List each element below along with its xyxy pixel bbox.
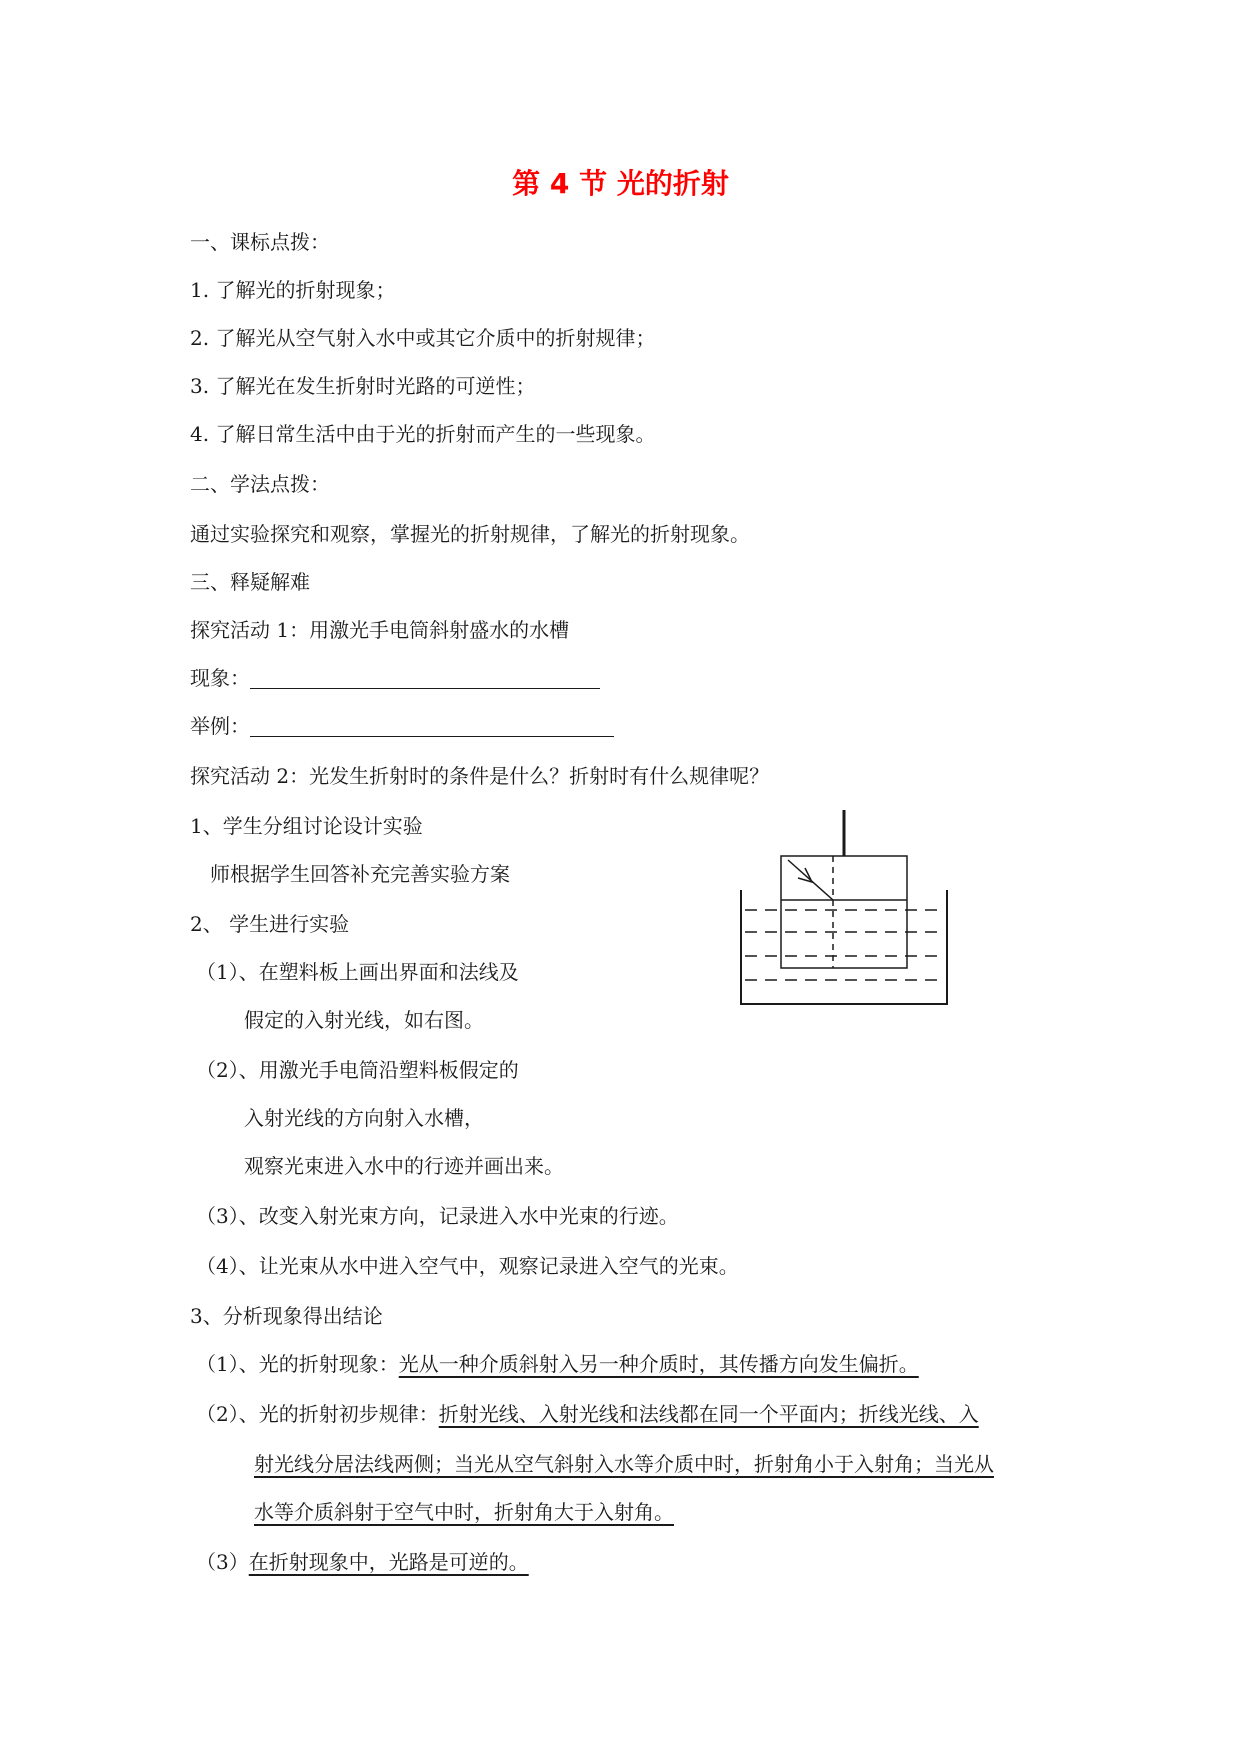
conclusion-3-answer: 在折射现象中，光路是可逆的。 bbox=[248, 1550, 529, 1574]
conclusion-2-answer-3: 水等介质斜射于空气中时，折射角大于入射角。 bbox=[254, 1500, 674, 1524]
conclusion-2 bbox=[196, 1400, 979, 1428]
page-title: 第 4 节 光的折射 bbox=[512, 167, 729, 200]
example-row bbox=[190, 712, 614, 740]
objective-4: 4. 了解日常生活中由于光的折射而产生的一些现象。 bbox=[190, 422, 656, 446]
section-3-heading: 三、释疑解难 bbox=[190, 570, 310, 594]
conclusion-2-answer-1: 折射光线、入射光线和法线都在同一个平面内；折线光线、入 bbox=[438, 1402, 979, 1426]
phenomenon-blank[interactable] bbox=[250, 668, 600, 689]
conclusion-2-answer-2: 射光线分居法线两侧；当光从空气斜射入水等介质中时，折射角小于入射角；当光从 bbox=[254, 1452, 994, 1476]
step-2-item-4: （4）、让光束从水中进入空气中，观察记录进入空气的光束。 bbox=[196, 1254, 739, 1278]
conclusion-3-label: （3） bbox=[196, 1550, 249, 1574]
conclusion-1 bbox=[196, 1350, 919, 1378]
activity-1: 探究活动 1：用激光手电筒斜射盛水的水槽 bbox=[190, 618, 570, 642]
step-2: 2、 学生进行实验 bbox=[190, 912, 350, 936]
step-1-sub: 师根据学生回答补充完善实验方案 bbox=[210, 862, 510, 886]
conclusion-3 bbox=[196, 1548, 529, 1576]
step-1: 1、学生分组讨论设计实验 bbox=[190, 814, 423, 838]
conclusion-1-label: （1）、光的折射现象： bbox=[196, 1352, 399, 1376]
example-label: 举例： bbox=[190, 714, 250, 738]
method-text: 通过实验探究和观察，掌握光的折射规律，了解光的折射现象。 bbox=[190, 522, 750, 546]
plastic-board bbox=[781, 856, 907, 968]
step-2-item-2-cont: 入射光线的方向射入水槽， bbox=[244, 1106, 484, 1130]
water-tank bbox=[741, 890, 947, 1004]
conclusion-2-label: （2）、光的折射初步规律： bbox=[196, 1402, 439, 1426]
section-1-heading: 一、课标点拨： bbox=[190, 230, 330, 254]
step-2-item-1-cont: 假定的入射光线，如右图。 bbox=[244, 1008, 484, 1032]
objective-2: 2. 了解光从空气射入水中或其它介质中的折射规律； bbox=[190, 326, 656, 350]
step-2-item-3: （3）、改变入射光束方向，记录进入水中光束的行迹。 bbox=[196, 1204, 679, 1228]
activity-2: 探究活动 2：光发生折射时的条件是什么？折射时有什么规律呢？ bbox=[190, 764, 770, 788]
conclusion-1-answer: 光从一种介质斜射入另一种介质时，其传播方向发生偏折。 bbox=[398, 1352, 919, 1376]
example-blank[interactable] bbox=[250, 716, 614, 737]
step-2-item-2-cont2: 观察光束进入水中的行迹并画出来。 bbox=[244, 1154, 564, 1178]
objective-1: 1. 了解光的折射现象； bbox=[190, 278, 396, 302]
phenomenon-label: 现象： bbox=[190, 666, 250, 690]
step-2-item-2: （2）、用激光手电筒沿塑料板假定的 bbox=[196, 1058, 519, 1082]
phenomenon-row bbox=[190, 664, 600, 692]
section-2-heading: 二、学法点拨： bbox=[190, 472, 330, 496]
refraction-diagram bbox=[735, 808, 955, 1008]
step-2-item-1: （1）、在塑料板上画出界面和法线及 bbox=[196, 960, 519, 984]
objective-3: 3. 了解光在发生折射时光路的可逆性； bbox=[190, 374, 536, 398]
step-3: 3、分析现象得出结论 bbox=[190, 1304, 383, 1328]
